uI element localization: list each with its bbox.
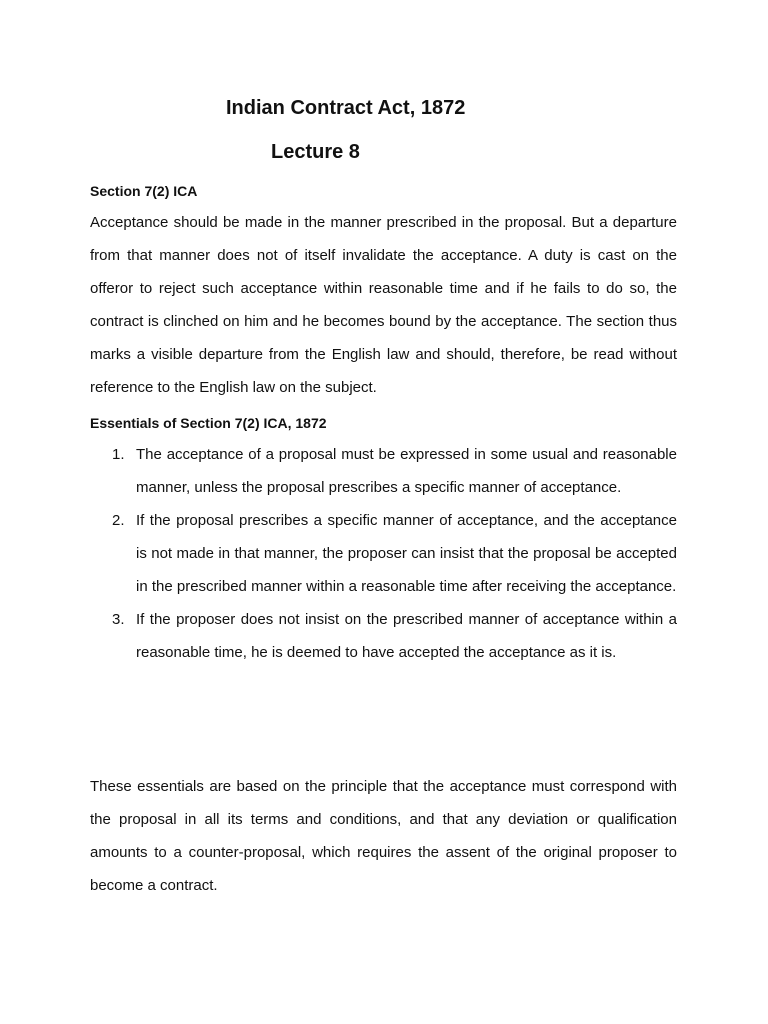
lecture-subtitle: Lecture 8 bbox=[271, 141, 360, 163]
list-item bbox=[90, 438, 677, 504]
essentials-list bbox=[90, 438, 677, 669]
list-item-number: 2. bbox=[112, 512, 125, 529]
list-item bbox=[90, 504, 677, 603]
list-item-number: 1. bbox=[112, 446, 125, 463]
list-item bbox=[90, 603, 677, 669]
list-item-number: 3. bbox=[112, 611, 125, 628]
document-title: Indian Contract Act, 1872 bbox=[226, 97, 466, 119]
closing-paragraph: These essentials are based on the principle that the acceptance must correspond with the proposal in all its terms and conditions, and that any deviation or qualification amounts to a counter-proposal, which requires the assent of the original proposer to become a contract. bbox=[90, 778, 677, 894]
essentials-heading: Essentials of Section 7(2) ICA, 1872 bbox=[90, 415, 327, 431]
list-item-text: The acceptance of a proposal must be expressed in some usual and reasonable manner, unless the proposal prescribes a specific manner of acceptance. bbox=[136, 446, 677, 496]
list-item-text: If the proposal prescribes a specific manner of acceptance, and the acceptance is not made in that manner, the proposer can insist that the proposal be accepted in the prescribed manner within a reasonable time after receiving the acceptance. bbox=[136, 512, 677, 595]
list-item-text: If the proposer does not insist on the prescribed manner of acceptance within a reasonable time, he is deemed to have accepted the acceptance as it is. bbox=[136, 611, 677, 661]
intro-paragraph: Acceptance should be made in the manner prescribed in the proposal. But a departure from that manner does not of itself invalidate the acceptance. A duty is cast on the offeror to reject such acceptance within reasonable time and if he fails to do so, the contract is clinched on him and he becomes bound by the acceptance. The section thus marks a visible departure from the English law and should, therefore, be read without reference to the English law on the subject. bbox=[90, 214, 677, 396]
section-heading: Section 7(2) ICA bbox=[90, 183, 198, 199]
